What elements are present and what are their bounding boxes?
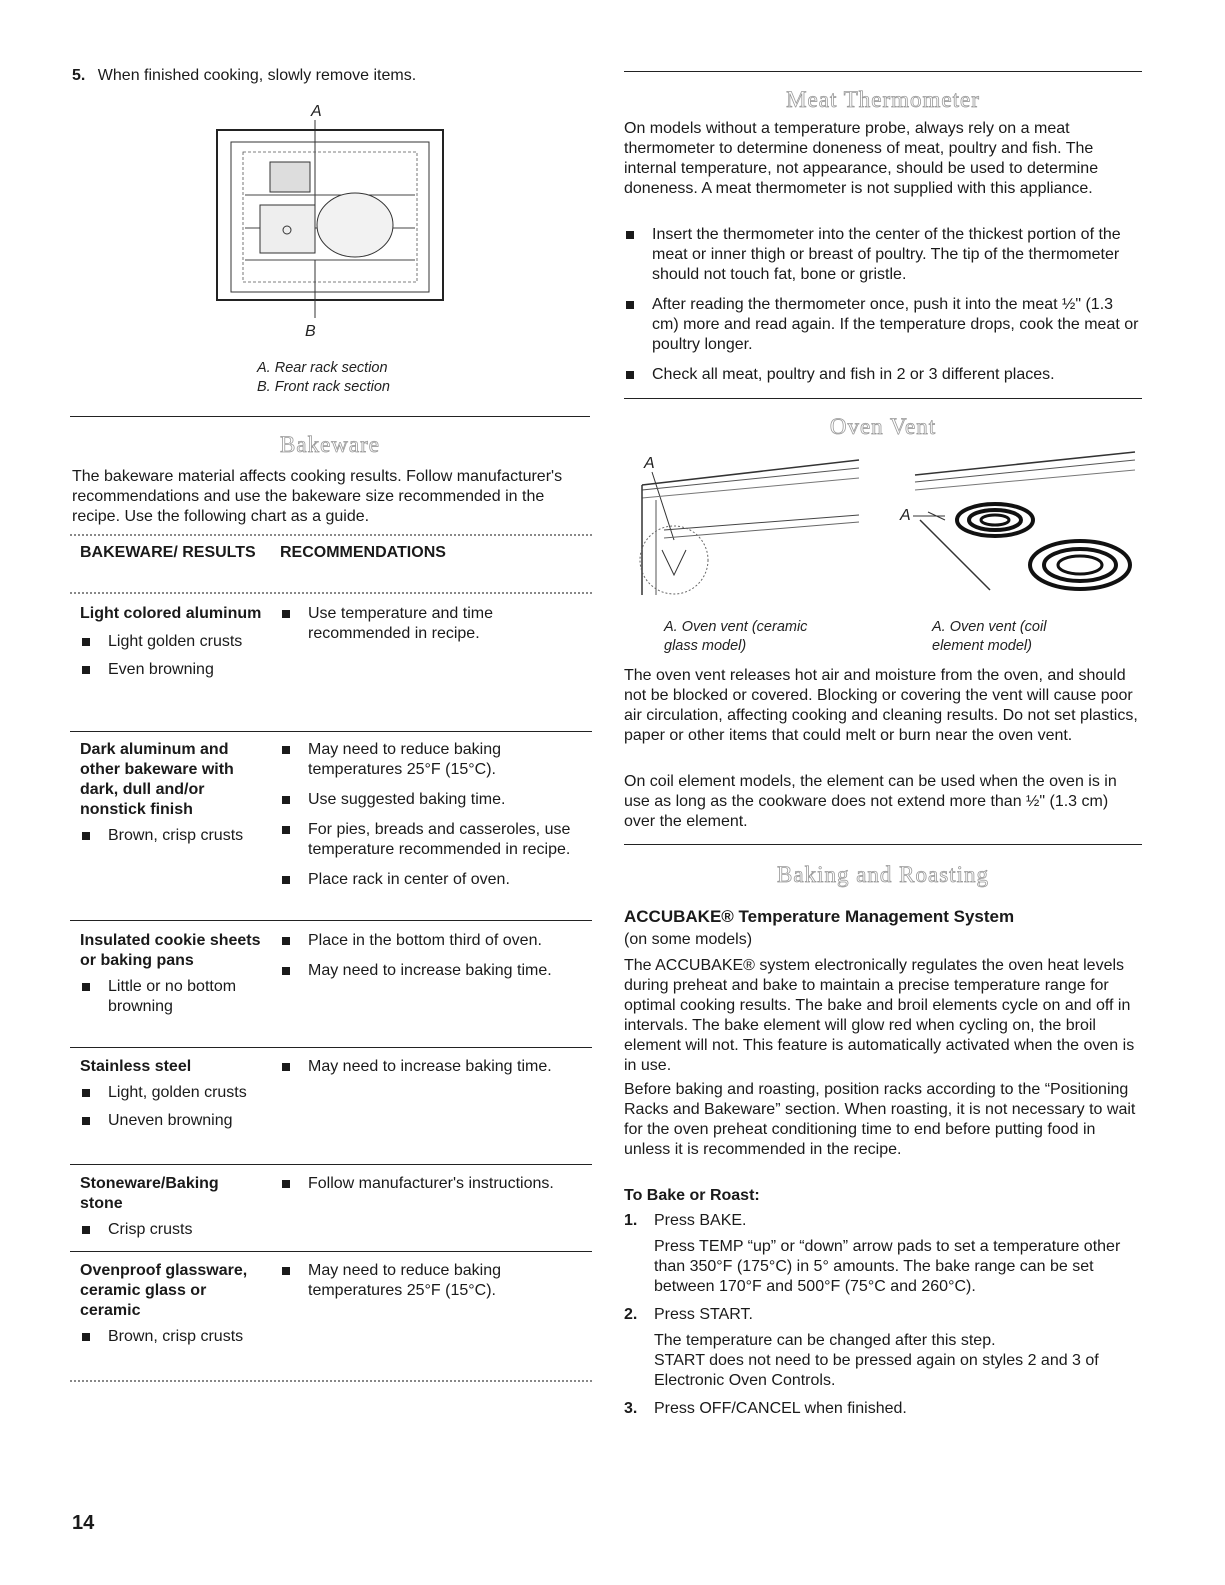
caption-coil-vent: A. Oven vent (coil element model) — [932, 619, 1047, 654]
result-item: Uneven browning — [80, 1111, 265, 1131]
recommendation-item: May need to increase baking time. — [280, 1057, 590, 1077]
recommendation-item: May need to reduce baking temperatures 25°F (15°C). — [280, 1261, 590, 1301]
divider — [624, 844, 1142, 845]
step-line: Press BAKE. — [654, 1212, 747, 1229]
list-item — [624, 1399, 1142, 1419]
row-divider — [70, 1251, 592, 1252]
result-item: Crisp crusts — [80, 1220, 265, 1240]
table-top-rule — [70, 534, 592, 536]
meat-bullet-list — [624, 225, 1142, 385]
caption-b: B. Front rack section — [257, 379, 390, 395]
fig-label-a: A — [644, 455, 655, 472]
svg-text:A: A — [311, 103, 322, 120]
step-text: When finished cooking, slowly remove items. — [97, 67, 417, 84]
coil-vent-illustration — [895, 450, 1140, 600]
page-number: 14 — [72, 1512, 95, 1534]
result-item: Little or no bottom browning — [80, 977, 265, 1017]
section-title-bakeware: Bakeware — [280, 432, 380, 457]
step-number: 1. — [624, 1212, 638, 1229]
step-line: Press OFF/CANCEL when finished. — [654, 1400, 907, 1417]
divider — [624, 398, 1142, 399]
accubake-heading: ACCUBAKE® Temperature Management System — [624, 907, 1015, 926]
accubake-paragraph: The ACCUBAKE® system electronically regulates the oven heat levels during preheat and bake to maintain a precise temperature range for optimal cooking results. The bake and broil elements cycle on and off in intervals. The bake element will glow red when cycling on, the broil element will not. This feature is automatically activated when the oven is in use. — [624, 957, 1135, 1074]
recommendation-item: Use suggested baking time. — [280, 790, 590, 810]
list-item — [624, 1211, 1142, 1297]
oven-rack-illustration — [215, 100, 445, 350]
svg-text:B: B — [305, 323, 316, 340]
recommendation-item: For pies, breads and casseroles, use temperature recommended in recipe. — [280, 820, 590, 860]
baking-paragraph: Before baking and roasting, position racks according to the “Positioning Racks and Bakeware” section. When roasting, it is not necessary to wait for the oven preheat conditioning time to end before putting food in unless it is recommended in the recipe. — [624, 1081, 1136, 1158]
bakeware-name: Light colored aluminum — [80, 605, 262, 622]
divider — [70, 416, 590, 417]
step-line: Press START. — [654, 1306, 753, 1323]
result-item: Brown, crisp crusts — [80, 1327, 265, 1347]
recommendation-item: May need to reduce baking temperatures 25°F (15°C). — [280, 740, 590, 780]
vent-paragraph-1: The oven vent releases hot air and moisture from the oven, and should not be blocked or covered. Blocking or covering the vent will cause poor air circulation, affecting cooking and cleaning results. Do not set plastics, paper or other items that could melt or burn near the oven vent. — [624, 667, 1138, 744]
list-item — [624, 1305, 1142, 1391]
list-item: Check all meat, poultry and fish in 2 or 3 different places. — [624, 365, 1142, 385]
caption-ceramic-vent: A. Oven vent (ceramic glass model) — [664, 619, 808, 654]
fig-label-a: A — [900, 507, 911, 524]
result-item: Light golden crusts — [80, 632, 265, 652]
section-title-meat-thermometer: Meat Thermometer — [786, 87, 980, 112]
step-number: 5. — [72, 67, 86, 84]
list-item: After reading the thermometer once, push it into the meat ½" (1.3 cm) more and read again. If the temperature drops, cook the meat or poultry longer. — [624, 295, 1142, 355]
row-divider — [70, 1164, 592, 1165]
bakeware-name: Stoneware/Baking stone — [80, 1175, 219, 1212]
rack-captions — [257, 359, 557, 397]
recommendation-item: Place rack in center of oven. — [280, 870, 590, 890]
to-bake-heading: To Bake or Roast: — [624, 1187, 760, 1204]
step-line: The temperature can be changed after this step. START does not need to be pressed again on styles 2 and 3 of Electronic Oven Controls. — [654, 1332, 1099, 1389]
meat-intro: On models without a temperature probe, always rely on a meat thermometer to determine doneness of meat, poultry and fish. The internal temperature, not appearance, should be used to determine doneness. A meat thermometer is not supplied with this appliance. — [624, 120, 1099, 197]
bakeware-name: Insulated cookie sheets or baking pans — [80, 932, 261, 969]
bakeware-name: Ovenproof glassware, ceramic glass or ceramic — [80, 1262, 248, 1319]
result-item: Brown, crisp crusts — [80, 826, 265, 846]
row-divider — [70, 1047, 592, 1048]
row-divider — [70, 731, 592, 732]
table-bottom-rule — [70, 1380, 592, 1382]
step-line: Press TEMP “up” or “down” arrow pads to set a temperature other than 350°F (175°C) in 5° amounts. The bake range can be set between 170°F and 500°F (75°C and 260°C). — [654, 1238, 1121, 1295]
vent-paragraph-2: On coil element models, the element can be used when the oven is in use as long as the cookware does not extend more than ½" (1.3 cm) over the element. — [624, 773, 1117, 830]
result-item: Even browning — [80, 660, 265, 680]
recommendation-item: Use temperature and time recommended in recipe. — [280, 604, 590, 644]
recommendation-item: May need to increase baking time. — [280, 961, 590, 981]
table-header-rule — [70, 592, 592, 594]
recommendation-item: Follow manufacturer's instructions. — [280, 1174, 590, 1194]
result-item: Light, golden crusts — [80, 1083, 265, 1103]
bake-steps — [624, 1211, 1142, 1419]
recommendation-item: Place in the bottom third of oven. — [280, 931, 590, 951]
bakeware-name: Stainless steel — [80, 1058, 192, 1075]
row-divider — [70, 920, 592, 921]
step-5 — [72, 66, 592, 86]
section-title-oven-vent: Oven Vent — [829, 414, 937, 439]
section-title-baking-roasting: Baking and Roasting — [777, 862, 989, 887]
accubake-subheading: (on some models) — [624, 931, 753, 948]
ceramic-vent-illustration — [634, 450, 874, 600]
step-number: 2. — [624, 1306, 638, 1323]
col-header-recommendations: RECOMMENDATIONS — [280, 544, 446, 561]
bakeware-intro: The bakeware material affects cooking results. Follow manufacturer's recommendations and use the bakeware size recommended in the recipe. Use the following chart as a guide. — [72, 468, 563, 525]
list-item: Insert the thermometer into the center of the thickest portion of the meat or inner thigh or breast of poultry. The tip of the thermometer should not touch fat, bone or gristle. — [624, 225, 1142, 285]
step-number: 3. — [624, 1400, 638, 1417]
divider — [624, 71, 1142, 72]
caption-a: A. Rear rack section — [257, 360, 388, 376]
bakeware-name: Dark aluminum and other bakeware with dark, dull and/or nonstick finish — [80, 741, 234, 818]
col-header-bakeware: BAKEWARE/ RESULTS — [80, 544, 256, 561]
